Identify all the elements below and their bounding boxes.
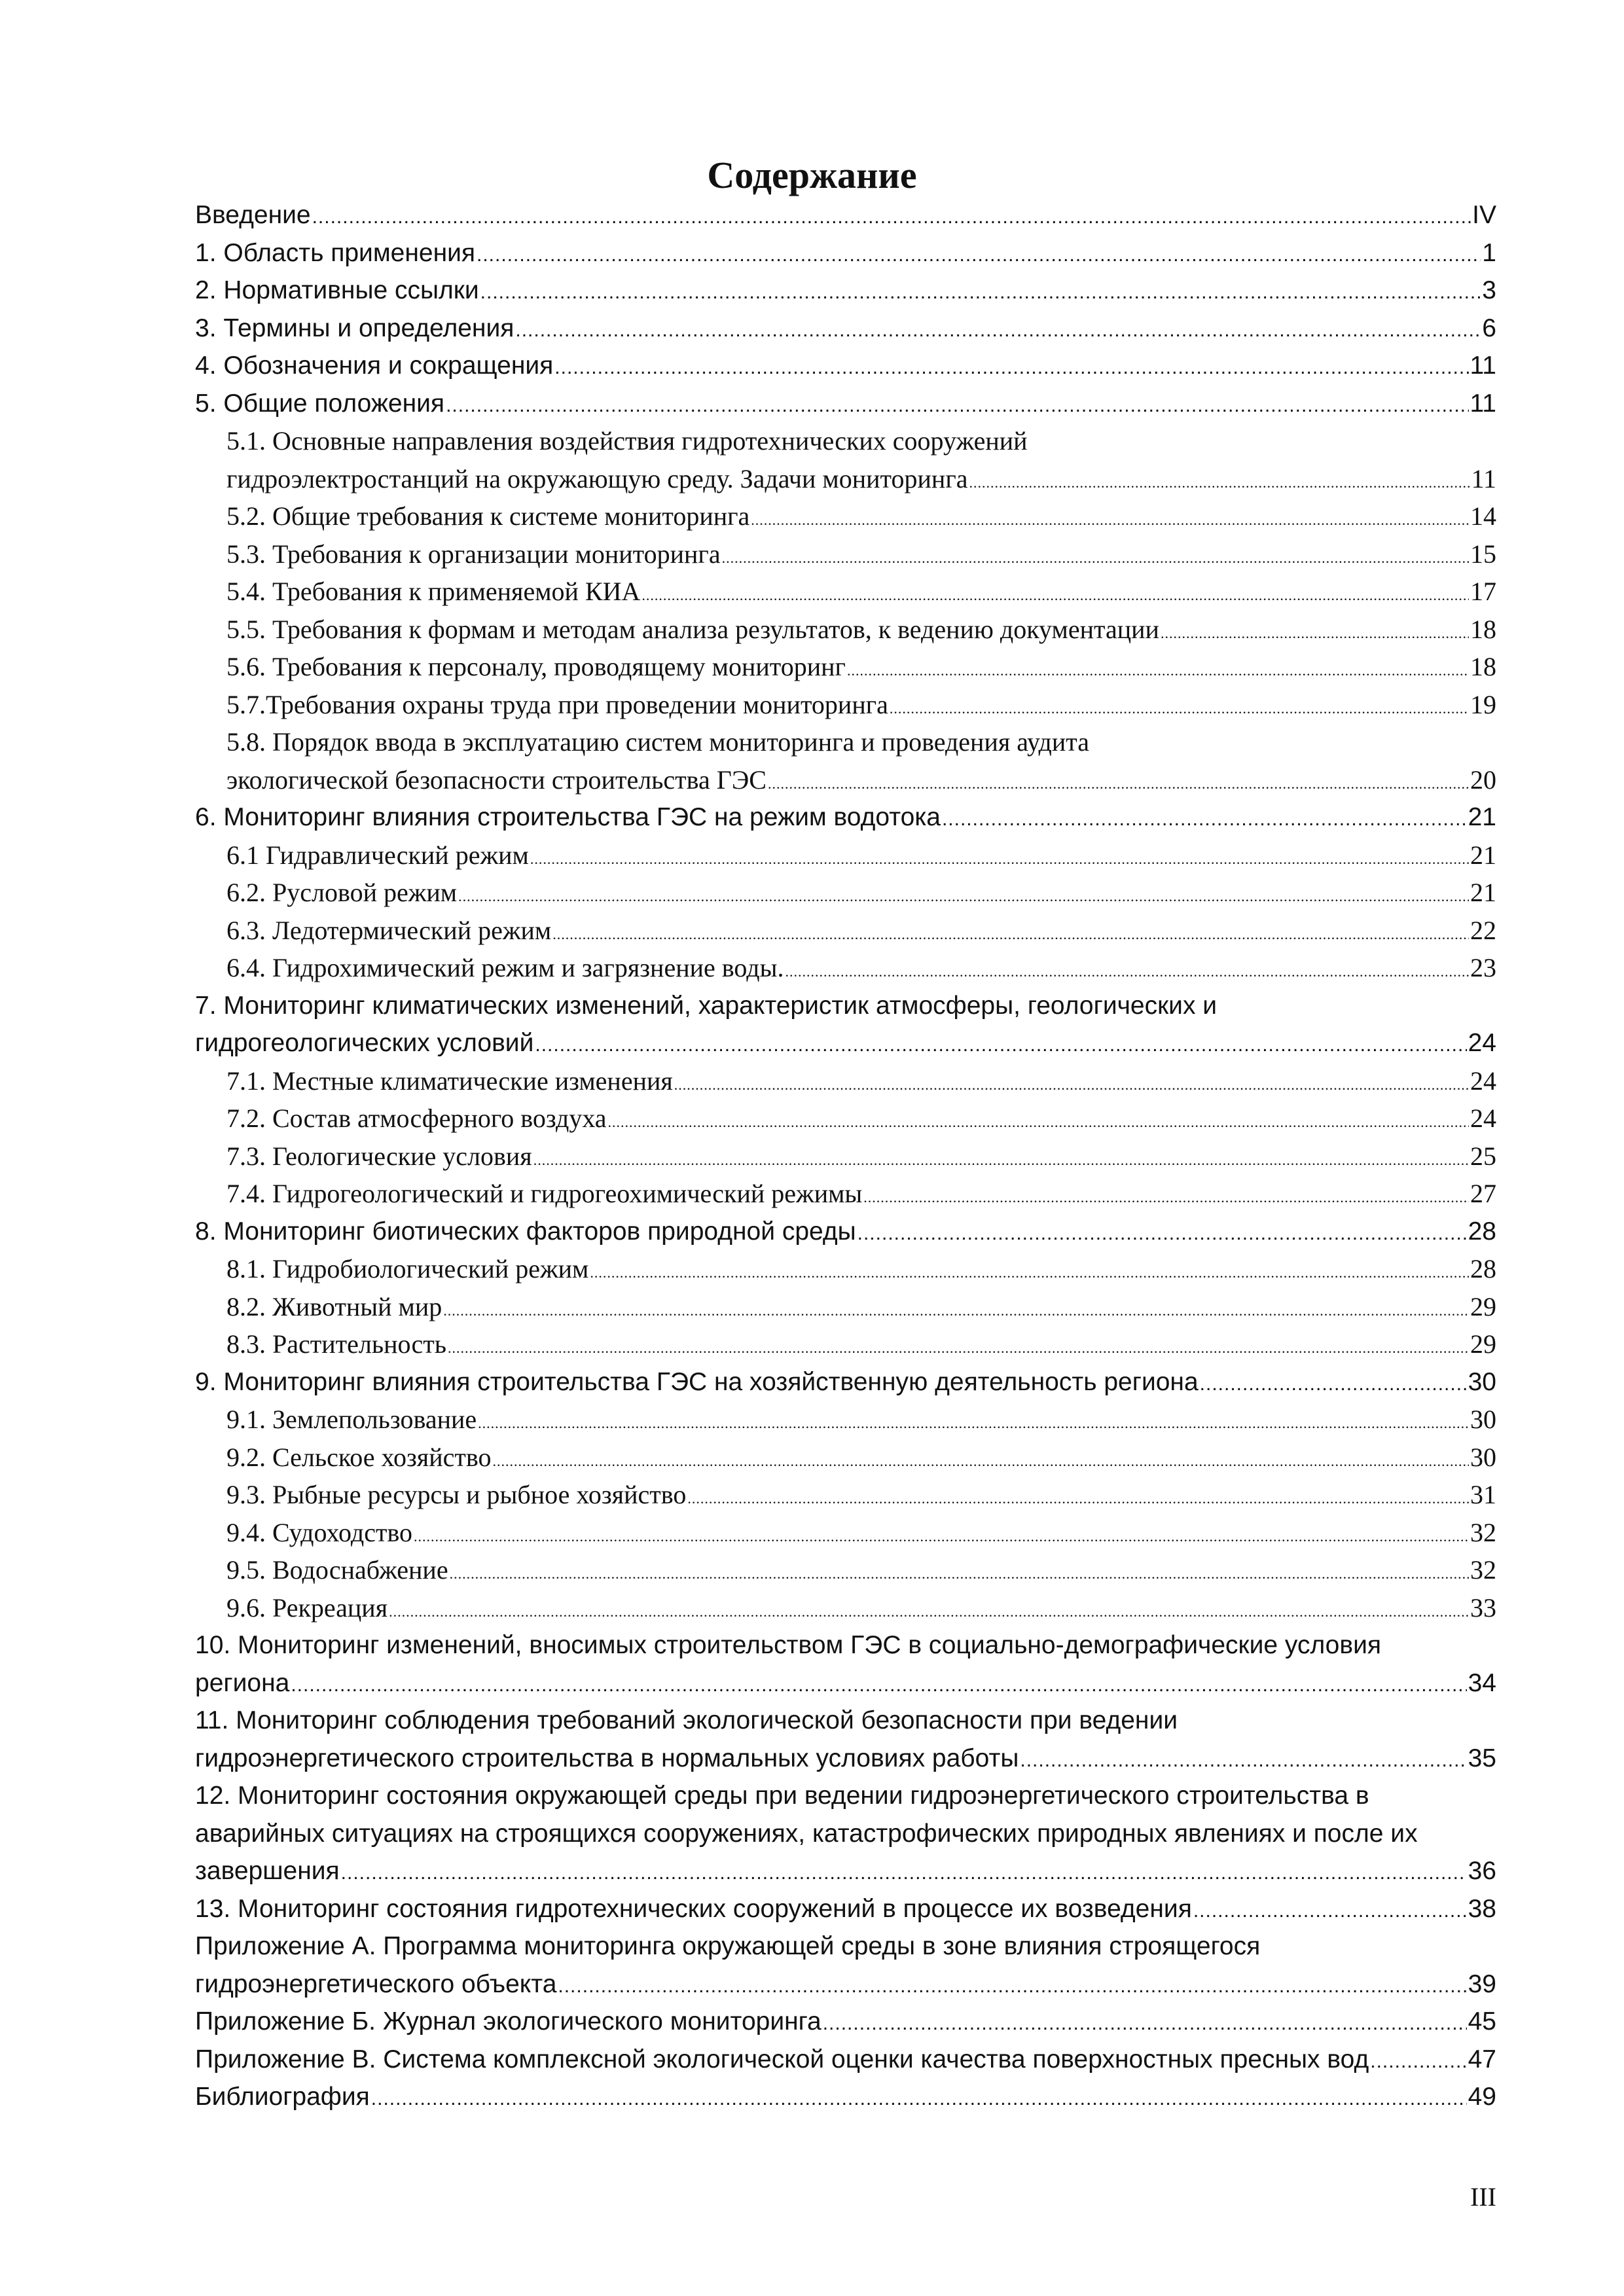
- toc-entry: [195, 1401, 1496, 1439]
- dot-leader: [857, 1215, 1467, 1253]
- toc-page-number: 39: [1468, 1969, 1496, 1998]
- toc-entry-title: 9.4. Судоходство: [226, 1517, 413, 1547]
- toc-entry: [195, 761, 1496, 799]
- toc-entry: [195, 1100, 1496, 1138]
- dot-leader: [768, 765, 1469, 803]
- toc-page-number: 49: [1468, 2083, 1496, 2111]
- toc-page-number: 29: [1470, 1291, 1496, 1321]
- dot-leader: [722, 539, 1469, 577]
- toc-page-number: 1: [1482, 238, 1496, 267]
- toc-entry-title: 13. Мониторинг состояния гидротехнических сооружений в процессе их возведения: [195, 1894, 1192, 1923]
- toc-entry-title: Приложение В. Система комплексной экологической оценки качества поверхностных пресных вод: [195, 2045, 1369, 2073]
- toc-entry-title: гидроэнергетического строительства в нормальных условиях работы: [195, 1744, 1019, 1772]
- toc-page-number: 24: [1468, 1029, 1496, 1057]
- toc-entry: [195, 686, 1496, 724]
- dot-leader: [450, 1555, 1469, 1593]
- toc-page-number: 14: [1470, 501, 1496, 531]
- toc-page-number: 18: [1470, 652, 1496, 681]
- page-title: Содержание: [707, 154, 917, 196]
- toc-entry: [195, 949, 1496, 987]
- dot-leader: [530, 840, 1469, 878]
- toc-entry-title: 9.5. Водоснабжение: [226, 1555, 448, 1585]
- toc-entry-title: 6.1 Гидравлический режим: [226, 840, 529, 870]
- toc-entry-title: 6. Мониторинг влияния строительства ГЭС на режим водотока: [195, 803, 941, 831]
- toc-entry: [195, 1514, 1496, 1552]
- toc-entry: [195, 798, 1496, 836]
- toc-entry-title: региона: [195, 1668, 290, 1697]
- toc-entry-title: 9.6. Рекреация: [226, 1592, 388, 1623]
- toc-entry: [195, 1062, 1496, 1100]
- page-number: III: [1470, 2182, 1496, 2212]
- toc-entry-line: 5.8. Порядок ввода в эксплуатацию систем мониторинга и проведения аудита: [226, 727, 1089, 757]
- toc-entry: [195, 1175, 1496, 1213]
- toc-entry-title: 8. Мониторинг биотических факторов природной среды: [195, 1217, 856, 1246]
- toc-page-number: 24: [1470, 1103, 1496, 1133]
- dot-leader: [291, 1666, 1466, 1704]
- toc-entry: [195, 310, 1496, 348]
- dot-leader: [969, 464, 1470, 502]
- toc-entry: [195, 1138, 1496, 1175]
- toc-page-number: 22: [1470, 915, 1496, 945]
- dot-leader: [480, 274, 1481, 312]
- dot-leader: [478, 1405, 1469, 1443]
- dot-leader: [448, 1329, 1469, 1367]
- toc-entry-title: гидрогеологических условий: [195, 1029, 534, 1057]
- toc-entry-title: 7.1. Местные климатические изменения: [226, 1066, 673, 1096]
- dot-leader: [641, 577, 1469, 615]
- toc-entry: [195, 234, 1496, 272]
- dot-leader: [823, 2005, 1467, 2043]
- toc-entry-title: 6.3. Ледотермический режим: [226, 915, 552, 945]
- dot-leader: [389, 1593, 1469, 1631]
- toc-entry: [195, 196, 1496, 234]
- toc-entry-title: 7.3. Геологические условия: [226, 1141, 532, 1171]
- toc-entry-title: 2. Нормативные ссылки: [195, 276, 479, 304]
- toc-page-number: 29: [1470, 1329, 1496, 1359]
- toc-entry: [195, 1476, 1496, 1514]
- toc-page-number: 24: [1470, 1066, 1496, 1096]
- toc-entry: [195, 1363, 1496, 1401]
- toc-page-number: 32: [1470, 1555, 1496, 1585]
- toc-page-number: 33: [1470, 1592, 1496, 1623]
- toc-page-number: 18: [1470, 614, 1496, 644]
- toc-entry-title: экологической безопасности строительства ГЭС: [226, 764, 767, 795]
- toc-entry: [195, 874, 1496, 912]
- toc-page-number: 30: [1470, 1442, 1496, 1472]
- toc-entry: [195, 385, 1496, 423]
- toc-entry-title: 8.1. Гидробиологический режим: [226, 1254, 589, 1283]
- toc-page-number: 11: [1471, 463, 1496, 493]
- toc-entry-title: 8.2. Животный мир: [226, 1291, 442, 1321]
- toc-entry-title: 5.6. Требования к персоналу, проводящему мониторинг: [226, 652, 846, 681]
- dot-leader: [890, 690, 1469, 728]
- toc-entry: [195, 648, 1496, 686]
- toc-entry-line: 12. Мониторинг состояния окружающей среды при ведении гидроэнергетического строительства в: [195, 1782, 1369, 1810]
- toc-entry: [195, 1213, 1496, 1251]
- dot-leader: [492, 1443, 1469, 1480]
- toc-entry: [195, 1439, 1496, 1477]
- toc-entry: [195, 1664, 1496, 1702]
- toc-page-number: 3: [1482, 276, 1496, 304]
- toc-entry-title: 5.5. Требования к формам и методам анализа результатов, к ведению документации: [226, 614, 1159, 644]
- toc-entry-title: 5.7.Требования охраны труда при проведении мониторинга: [226, 689, 888, 719]
- toc-page-number: 25: [1470, 1141, 1496, 1171]
- dot-leader: [942, 800, 1467, 838]
- toc-entry: [195, 1250, 1496, 1288]
- toc-entry: [195, 1589, 1496, 1627]
- dot-leader: [535, 1026, 1466, 1064]
- dot-leader: [515, 312, 1481, 350]
- toc-page-number: 6: [1482, 314, 1496, 342]
- toc-entry: [195, 1852, 1496, 1890]
- dot-leader: [458, 878, 1469, 916]
- toc-entry-title: Введение: [195, 201, 311, 229]
- toc-page-number: 21: [1470, 878, 1496, 907]
- dot-leader: [371, 2080, 1467, 2118]
- toc-entry: [195, 1024, 1496, 1062]
- dot-leader: [1193, 1892, 1467, 1930]
- toc-entry-line: Приложение А. Программа мониторинга окружающей среды в зоне влияния строящегося: [195, 1932, 1261, 1960]
- dot-leader: [785, 953, 1469, 991]
- dot-leader: [847, 652, 1469, 690]
- dot-leader: [1020, 1742, 1466, 1780]
- toc-entry-title: 4. Обозначения и сокращения: [195, 351, 554, 380]
- dot-leader: [558, 1967, 1466, 2005]
- toc-page-number: 35: [1468, 1744, 1496, 1772]
- toc-entry-title: 7.2. Состав атмосферного воздуха: [226, 1103, 607, 1133]
- toc-page-number: 23: [1470, 953, 1496, 982]
- toc-entry-title: 3. Термины и определения: [195, 314, 514, 342]
- dot-leader: [312, 198, 1471, 236]
- toc-entry: [195, 460, 1496, 498]
- dot-leader: [1200, 1365, 1467, 1403]
- toc-entry: [195, 912, 1496, 950]
- toc-entry: [195, 1890, 1496, 1928]
- toc-entry-title: 6.4. Гидрохимический режим и загрязнение воды.: [226, 953, 784, 982]
- toc-entry: [195, 836, 1496, 874]
- toc-page-number: 31: [1470, 1480, 1496, 1509]
- dot-leader: [674, 1066, 1469, 1104]
- toc-entry-title: завершения: [195, 1857, 340, 1885]
- toc-page-number: 30: [1468, 1367, 1496, 1396]
- dot-leader: [477, 236, 1481, 274]
- toc-entry-title: 5.4. Требования к применяемой КИА: [226, 577, 641, 606]
- toc-entry-title: 5. Общие положения: [195, 389, 445, 418]
- dot-leader: [533, 1141, 1469, 1179]
- toc-page-number: 38: [1468, 1894, 1496, 1923]
- toc-entry: [195, 1740, 1496, 1778]
- toc-page-number: 30: [1470, 1405, 1496, 1434]
- dot-leader: [552, 916, 1469, 954]
- dot-leader: [1161, 615, 1469, 653]
- toc-entry: [195, 573, 1496, 611]
- toc-page-number: 28: [1468, 1217, 1496, 1246]
- dot-leader: [443, 1292, 1469, 1330]
- dot-leader: [554, 349, 1468, 387]
- toc-entry-title: Приложение Б. Журнал экологического мониторинга: [195, 2007, 821, 2036]
- toc-page-number: 11: [1470, 351, 1496, 380]
- toc-entry-line: 5.1. Основные направления воздействия гидротехнических сооружений: [226, 426, 1028, 456]
- toc-page-number: 27: [1470, 1179, 1496, 1208]
- toc-entry-title: 5.3. Требования к организации мониторинга: [226, 539, 721, 569]
- toc-entry-line: 11. Мониторинг соблюдения требований экологической безопасности при ведении: [195, 1706, 1178, 1734]
- dot-leader: [608, 1103, 1469, 1141]
- toc-page-number: 17: [1470, 577, 1496, 606]
- toc-page-number: 28: [1470, 1254, 1496, 1283]
- toc-entry: [195, 1325, 1496, 1363]
- dot-leader: [414, 1518, 1469, 1556]
- dot-leader: [687, 1480, 1469, 1518]
- toc-page-number: 45: [1468, 2007, 1496, 2036]
- toc-entry-title: 9.1. Землепользование: [226, 1405, 477, 1434]
- toc-entry-title: 5.2. Общие требования к системе мониторинга: [226, 501, 750, 531]
- toc-page-number: 47: [1468, 2045, 1496, 2073]
- dot-leader: [751, 501, 1469, 539]
- toc-entry: [195, 2041, 1496, 2079]
- toc-entry-line: аварийных ситуациях на строящихся сооружениях, катастрофических природных явлениях и после их: [195, 1819, 1418, 1848]
- toc-page-number: 34: [1468, 1668, 1496, 1697]
- toc-entry-line: 7. Мониторинг климатических изменений, характеристик атмосферы, геологических и: [195, 991, 1218, 1020]
- toc-entry-title: 7.4. Гидрогеологический и гидрогеохимический режимы: [226, 1179, 863, 1208]
- toc-page-number: 19: [1470, 689, 1496, 719]
- dot-leader: [1370, 2043, 1466, 2081]
- toc-entry-title: 9.3. Рыбные ресурсы и рыбное хозяйство: [226, 1480, 687, 1509]
- toc-entry: [195, 2078, 1496, 2116]
- toc-entry: [195, 272, 1496, 310]
- dot-leader: [863, 1179, 1469, 1217]
- toc-entry-title: Библиография: [195, 2083, 370, 2111]
- toc-page-number: 21: [1468, 803, 1496, 831]
- toc-entry-title: гидроэнергетического объекта: [195, 1969, 557, 1998]
- toc-page-number: 15: [1470, 539, 1496, 569]
- toc-page-number: 11: [1470, 389, 1496, 418]
- toc-entry: [195, 347, 1496, 385]
- toc-entry: [195, 2003, 1496, 2041]
- toc-entry: [195, 1551, 1496, 1589]
- toc-entry: [195, 1965, 1496, 2003]
- toc-entry: [195, 497, 1496, 535]
- toc-page-number: 36: [1468, 1857, 1496, 1885]
- toc-entry-title: 1. Область применения: [195, 238, 476, 267]
- toc-entry: [195, 1288, 1496, 1326]
- toc-entry-title: 9.2. Сельское хозяйство: [226, 1442, 492, 1472]
- table-of-contents: [195, 196, 1496, 2116]
- toc-entry: [195, 535, 1496, 573]
- toc-entry-title: 8.3. Растительность: [226, 1329, 446, 1359]
- toc-entry-title: 9. Мониторинг влияния строительства ГЭС на хозяйственную деятельность региона: [195, 1367, 1199, 1396]
- dot-leader: [590, 1254, 1469, 1292]
- dot-leader: [341, 1854, 1467, 1892]
- dot-leader: [446, 387, 1468, 425]
- toc-entry-title: гидроэлектростанций на окружающую среду. Задачи мониторинга: [226, 463, 968, 493]
- toc-page-number: 21: [1470, 840, 1496, 870]
- toc-entry-line: 10. Мониторинг изменений, вносимых строительством ГЭС в социально-демографические условия: [195, 1631, 1381, 1659]
- toc-page-number: 20: [1470, 764, 1496, 795]
- toc-entry-title: 6.2. Русловой режим: [226, 878, 458, 907]
- toc-page-number: 32: [1470, 1517, 1496, 1547]
- toc-entry: [195, 611, 1496, 649]
- toc-page-number: IV: [1472, 201, 1496, 229]
